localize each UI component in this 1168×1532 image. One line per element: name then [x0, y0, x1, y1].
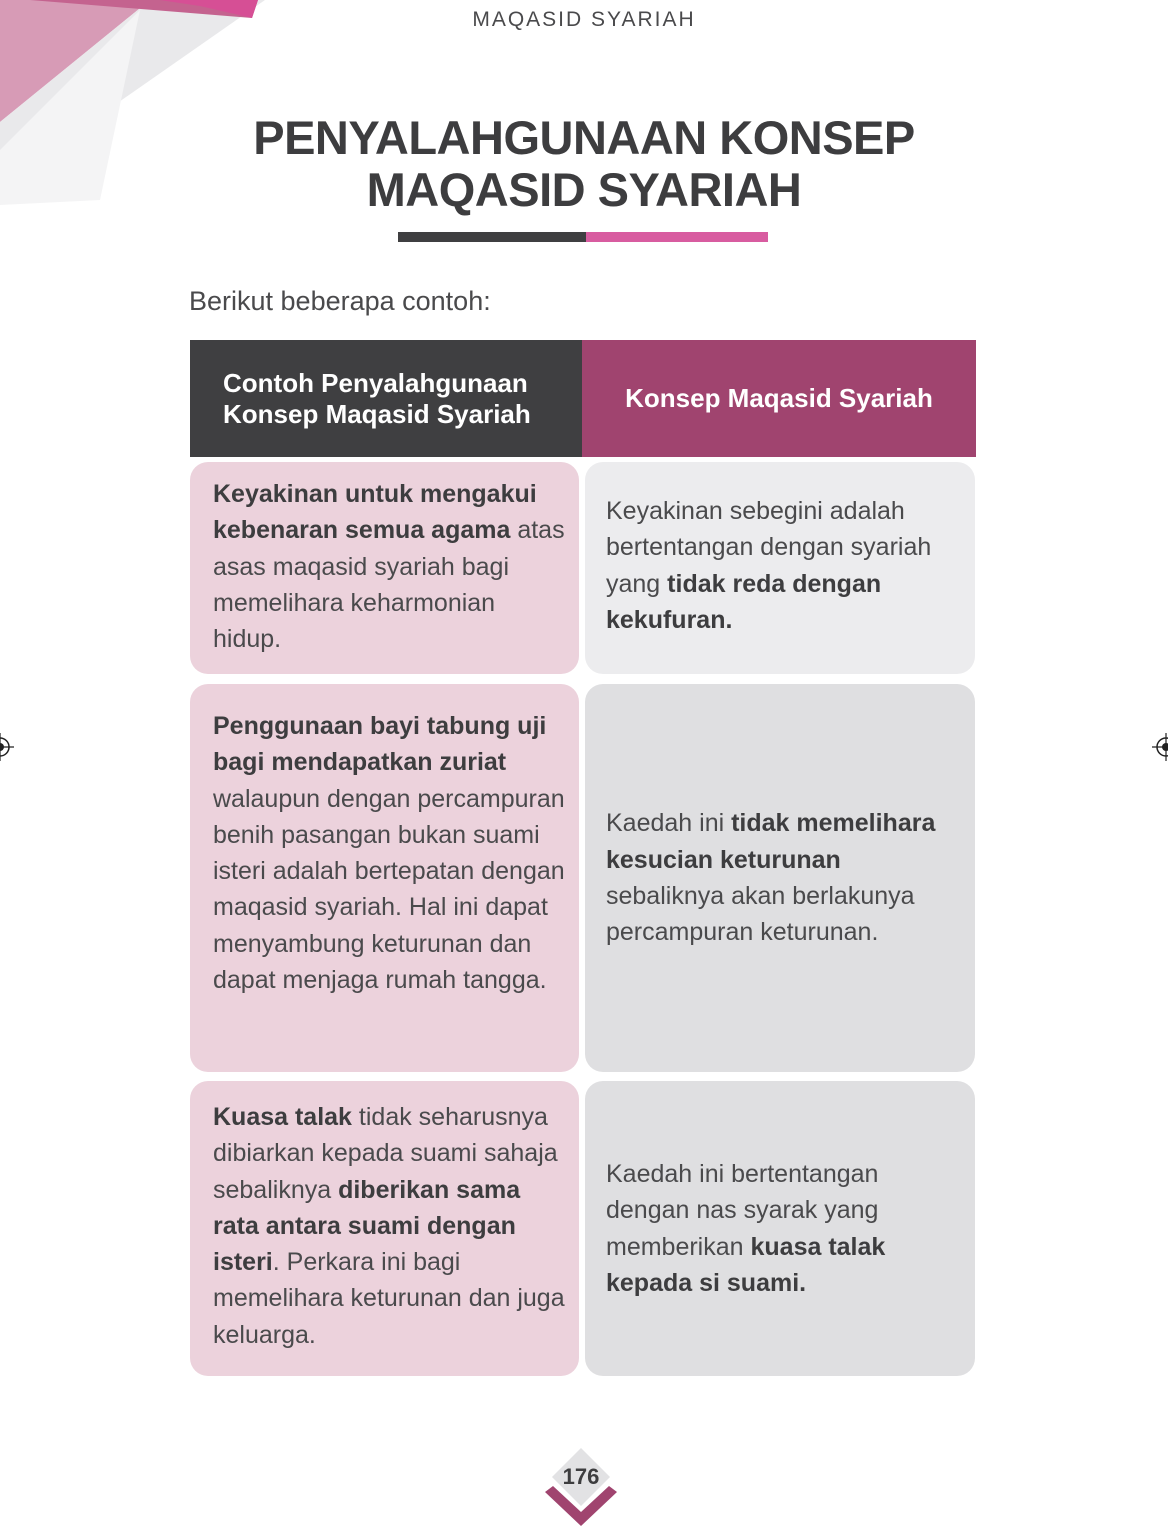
table-cell-right-2: [585, 684, 975, 1072]
cell-text: atas asas maqasid syariah bagi memelihara keharmonian hidup.: [213, 516, 565, 654]
cell-text: Kaedah ini: [606, 809, 732, 838]
table-cell-right-3: [585, 1081, 975, 1376]
underline-pink-segment: [586, 232, 768, 242]
cell-bold-text: tidak reda dengan kekufuran.: [606, 569, 882, 634]
cell-bold-text: diberikan sama rata antara suami dengan isteri: [213, 1175, 521, 1277]
table-header-left: [190, 340, 582, 457]
intro-text: Berikut beberapa contoh:: [189, 286, 491, 316]
title-line-1: PENYALAHGUNAAN KONSEP: [253, 111, 915, 164]
registration-mark-right-icon: [1152, 733, 1168, 761]
cell-text: tidak seharusnya dibiarkan kepada suami sahaja sebaliknya: [213, 1103, 558, 1204]
title-underline: [398, 232, 768, 242]
cell-text: walaupun dengan percampuran benih pasangan bukan suami isteri adalah bertepatan dengan maqasid syariah. Hal ini dapat menyambung keturunan dan dapat menjaga rumah tangga.: [213, 784, 565, 995]
cell-text: sebaliknya akan berlakunya percampuran keturunan.: [606, 882, 915, 947]
header-left-line-1: Contoh Penyalahgunaan: [223, 367, 528, 398]
cell-bold-text: kuasa talak kepada si suami.: [606, 1232, 886, 1297]
cell-text: . Perkara ini bagi memelihara keturunan dan juga keluarga.: [213, 1248, 565, 1349]
table-cell-right-1: [585, 462, 975, 674]
title-line-2: MAQASID SYARIAH: [366, 163, 802, 216]
running-header: MAQASID SYARIAH: [472, 8, 696, 31]
cell-bold-text: Kuasa talak: [213, 1103, 352, 1131]
cell-text: Keyakinan sebegini adalah bertentangan dengan syariah yang: [606, 497, 932, 598]
page-title: [0, 112, 1168, 216]
table-header-right: Konsep Maqasid Syariah: [582, 340, 976, 457]
cell-text: Kaedah ini bertentangan dengan nas syarak yang memberikan: [606, 1159, 879, 1261]
page-number: 176: [562, 1464, 600, 1489]
cell-bold-text: Keyakinan untuk mengakui kebenaran semua agama: [213, 480, 537, 545]
table-cell-left-3: [190, 1081, 579, 1376]
underline-dark-segment: [398, 232, 586, 242]
table-cell-left-2: [190, 684, 579, 1072]
cell-bold-text: Penggunaan bayi tabung uji bagi mendapatkan zuriat: [213, 712, 547, 777]
header-left-line-2: Konsep Maqasid Syariah: [223, 398, 531, 429]
cell-bold-text: tidak memelihara kesucian keturunan: [606, 809, 936, 874]
table-cell-left-1: [190, 462, 579, 674]
registration-mark-left-icon: [0, 733, 14, 761]
